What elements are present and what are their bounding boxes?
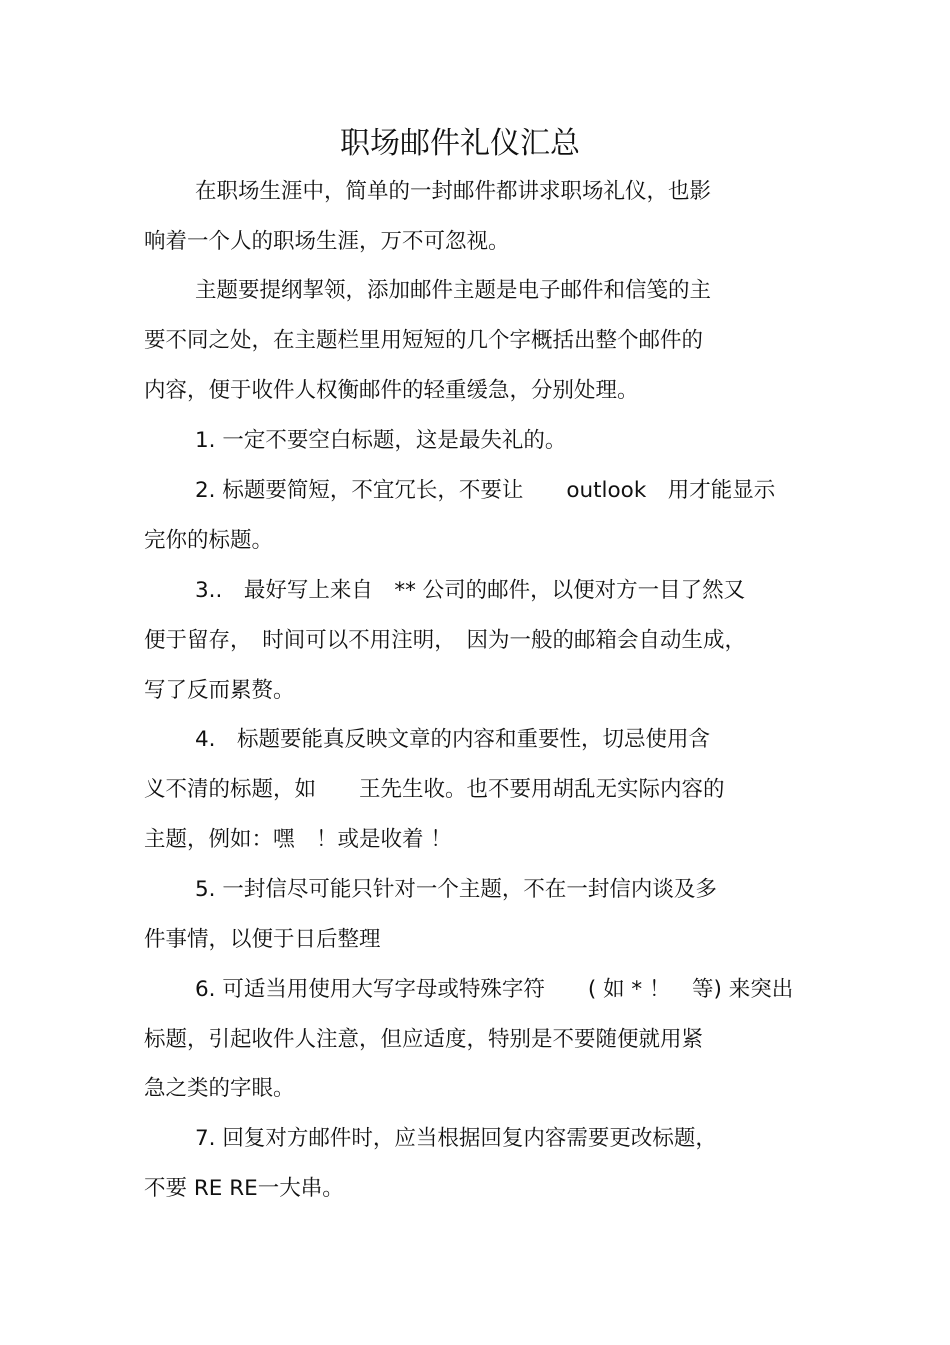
list-item-line: 不要 RE RE一大串。: [144, 1176, 344, 1201]
list-item-line: 4. 标题要能真反映文章的内容和重要性，切忌使用含: [195, 727, 711, 752]
list-item-line: 义不清的标题，如 王先生收。也不要用胡乱无实际内容的: [144, 777, 725, 802]
list-item-line: 6. 可适当用使用大写字母或特殊字符 ( 如 * ！ 等) 来突出: [195, 977, 794, 1002]
list-item-line: 件事情，以便于日后整理: [144, 927, 381, 952]
paragraph-line: 响着一个人的职场生涯，万不可忽视。: [144, 229, 510, 254]
list-item-line: 完你的标题。: [144, 528, 274, 553]
list-item-line: 1. 一定不要空白标题，这是最失礼的。: [195, 428, 567, 453]
list-item-line: 便于留存， 时间可以不用注明， 因为一般的邮箱会自动生成，: [144, 628, 747, 653]
list-item-line: 主题，例如：嘿 ！或是收着 ！: [144, 827, 452, 852]
list-item-line: 写了反而累赘。: [144, 678, 295, 703]
list-item-line: 7. 回复对方邮件时，应当根据回复内容需要更改标题，: [195, 1126, 717, 1151]
paragraph-line: 在职场生涯中，简单的一封邮件都讲求职场礼仪，也影: [195, 179, 712, 204]
paragraph-line: 内容，便于收件人权衡邮件的轻重缓急，分别处理。: [144, 378, 639, 403]
list-item-line: 5. 一封信尽可能只针对一个主题，不在一封信内谈及多: [195, 877, 717, 902]
list-item-line: 急之类的字眼。: [144, 1076, 295, 1101]
list-item-line: 3.. 最好写上来自 ** 公司的邮件，以便对方一目了然又: [195, 578, 746, 603]
list-item-line: 标题，引起收件人注意，但应适度，特别是不要随便就用紧: [144, 1027, 704, 1052]
list-item-line: 2. 标题要简短，不宜冗长，不要让 outlook 用才能显示: [195, 478, 776, 503]
paragraph-line: 主题要提纲挈领，添加邮件主题是电子邮件和信笺的主: [195, 278, 712, 303]
paragraph-line: 要不同之处，在主题栏里用短短的几个字概括出整个邮件的: [144, 328, 704, 353]
document-title: 职场邮件礼仪汇总: [340, 126, 580, 161]
